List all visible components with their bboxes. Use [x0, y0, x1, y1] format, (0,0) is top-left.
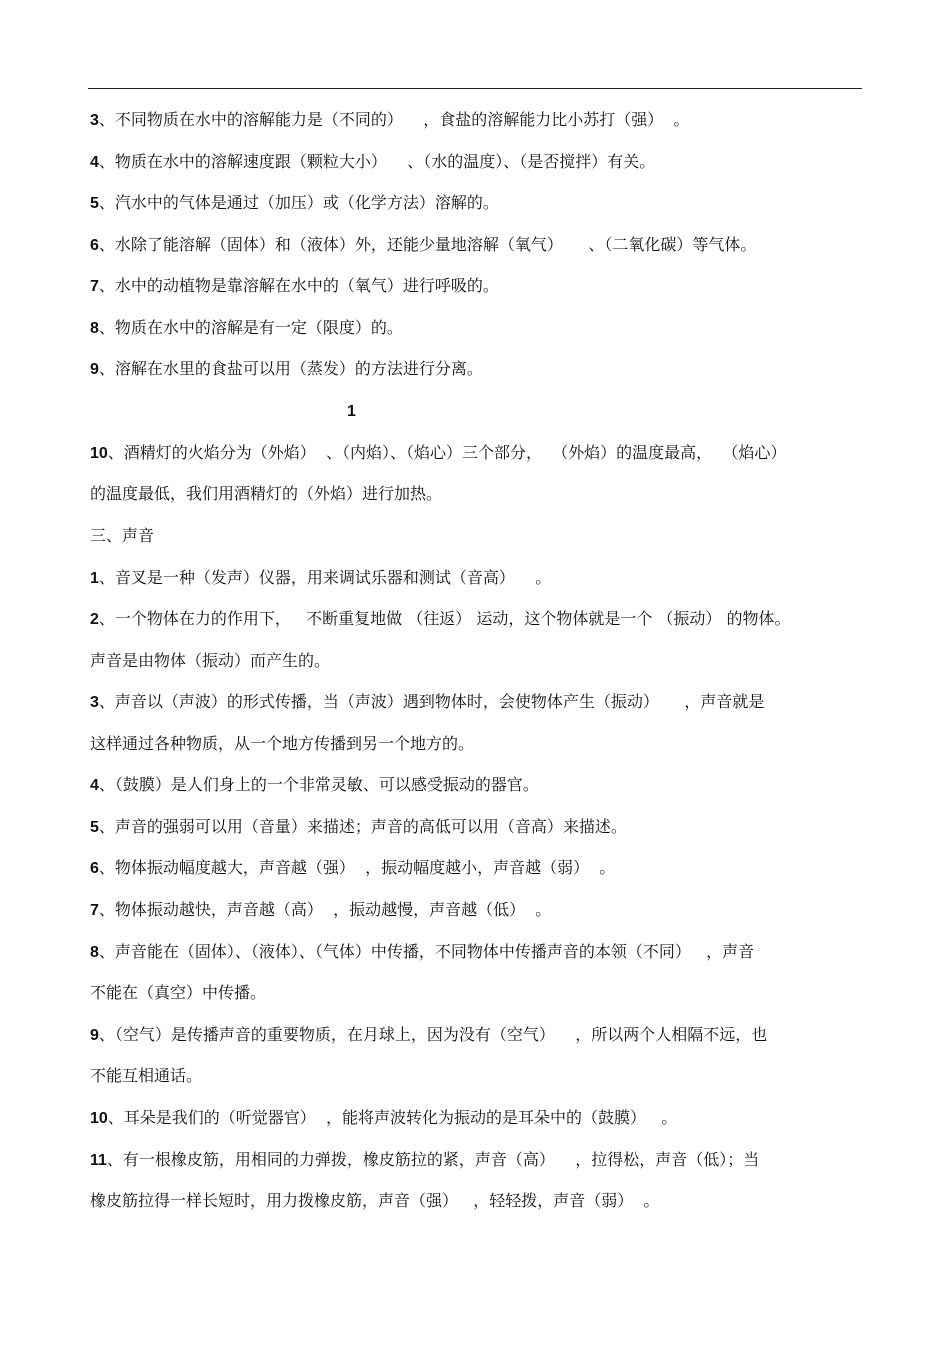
text-line: 4、物质在水中的溶解速度跟（颗粒大小） 、（水的温度）、（是否搅拌）有关。	[90, 152, 656, 171]
text-line: 的温度最低，我们用酒精灯的（外焰）进行加热。	[90, 484, 443, 503]
text-line: 这样通过各种物质，从一个地方传播到另一个地方的。	[90, 734, 475, 753]
text-line: 3、声音以（声波）的形式传播，当（声波）遇到物体时，会使物体产生（振动） ，声音就是	[90, 692, 765, 711]
text-line: 10、酒精灯的火焰分为（外焰） 、（内焰）、（焰心）三个部分， （外焰）的温度最高， （焰心）	[90, 443, 787, 462]
text-line: 10、耳朵是我们的（听觉器官） ，能将声波转化为振动的是耳朵中的（鼓膜） 。	[90, 1108, 678, 1127]
text-line: 8、物质在水中的溶解是有一定（限度）的。	[90, 318, 403, 337]
text-line: 4、（鼓膜）是人们身上的一个非常灵敏、可以感受振动的器官。	[90, 775, 539, 794]
header-rule	[88, 88, 862, 89]
text-line: 11、有一根橡皮筋，用相同的力弹拨，橡皮筋拉的紧，声音（高） ，拉得松，声音（低）；当	[90, 1150, 760, 1169]
text-line: 5、声音的强弱可以用（音量）来描述；声音的高低可以用（音高）来描述。	[90, 817, 627, 836]
text-line: 6、物体振动幅度越大，声音越（强） ，振动幅度越小，声音越（弱） 。	[90, 858, 616, 877]
text-line: 5、汽水中的气体是通过（加压）或（化学方法）溶解的。	[90, 193, 499, 212]
section-heading: 三、声音	[90, 526, 155, 545]
text-line: 6、水除了能溶解（固体）和（液体）外，还能少量地溶解（氧气） 、（二氧化碳）等气体。	[90, 235, 757, 254]
text-line: 9、（空气）是传播声音的重要物质，在月球上，因为没有（空气） ，所以两个人相隔不远，也	[90, 1025, 768, 1044]
page-number: 1	[347, 403, 356, 420]
text-line: 声音是由物体（振动）而产生的。	[90, 651, 331, 670]
text-line: 7、物体振动越快，声音越（高） ，振动越慢，声音越（低） 。	[90, 900, 552, 919]
text-line: 8、声音能在（固体）、（液体）、（气体）中传播，不同物体中传播声音的本领（不同） ，声音	[90, 942, 755, 961]
text-line: 橡皮筋拉得一样长短时，用力拨橡皮筋，声音（强） ，轻轻拨，声音（弱） 。	[90, 1191, 660, 1210]
text-line: 不能互相通话。	[90, 1066, 203, 1085]
text-line: 不能在（真空）中传播。	[90, 983, 267, 1002]
text-line: 9、溶解在水里的食盐可以用（蒸发）的方法进行分离。	[90, 359, 483, 378]
text-line: 1、音叉是一种（发声）仪器，用来调试乐器和测试（音高） 。	[90, 568, 552, 587]
text-line: 7、水中的动植物是靠溶解在水中的（氧气）进行呼吸的。	[90, 276, 499, 295]
text-line: 2、一个物体在力的作用下， 不断重复地做 （往返） 运动，这个物体就是一个 （振动） 的物体。	[90, 609, 791, 628]
text-line: 3、不同物质在水中的溶解能力是（不同的） ，食盐的溶解能力比小苏打（强） 。	[90, 110, 690, 129]
